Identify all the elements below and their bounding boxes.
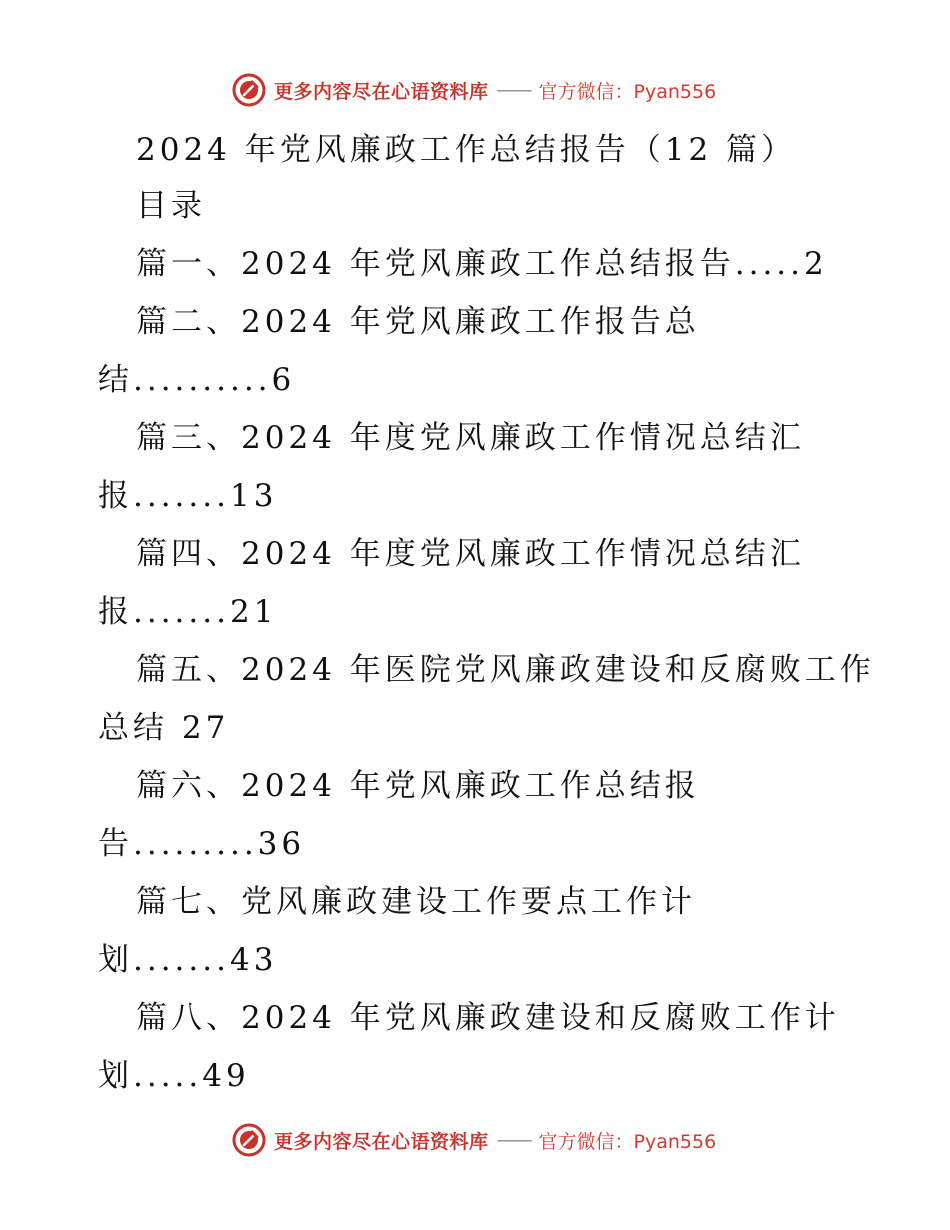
header-banner [232,70,716,110]
toc-heading: 目录 [136,188,206,224]
toc-item-1: 篇一、2024 年党风廉政工作总结报告.....2 [136,246,828,282]
toc-item-8-cont: 划.....49 [98,1058,250,1094]
toc-item-4-cont: 报.......21 [98,594,278,630]
seal-logo-icon [232,73,266,107]
toc-item-4: 篇四、2024 年度党风廉政工作情况总结汇 [136,536,805,572]
banner-brand-text: 更多内容尽在心语资料库 [274,80,489,103]
banner-contact-text: 官方微信：Pyan556 [538,1130,717,1153]
toc-item-6-cont: 告.........36 [98,826,306,862]
banner-separator: —— [496,1129,531,1151]
toc-item-8: 篇八、2024 年党风廉政建设和反腐败工作计 [136,1000,840,1036]
seal-logo-icon [232,1123,266,1157]
toc-item-2-cont: 结..........6 [98,362,296,398]
toc-item-6: 篇六、2024 年党风廉政工作总结报 [136,768,700,804]
banner-separator: —— [496,79,531,101]
toc-item-5-cont: 总结 27 [98,710,230,746]
document-title: 2024 年党风廉政工作总结报告（12 篇） [136,132,797,168]
banner-contact-text: 官方微信：Pyan556 [538,80,717,103]
banner-brand-text: 更多内容尽在心语资料库 [274,1130,489,1153]
toc-item-5: 篇五、2024 年医院党风廉政建设和反腐败工作 [136,652,875,688]
toc-item-7-cont: 划.......43 [98,942,278,978]
toc-item-7: 篇七、党风廉政建设工作要点工作计 [136,884,696,920]
footer-banner [232,1120,716,1160]
toc-item-2: 篇二、2024 年党风廉政工作报告总 [136,304,700,340]
toc-item-3: 篇三、2024 年度党风廉政工作情况总结汇 [136,420,805,456]
toc-item-3-cont: 报.......13 [98,478,278,514]
